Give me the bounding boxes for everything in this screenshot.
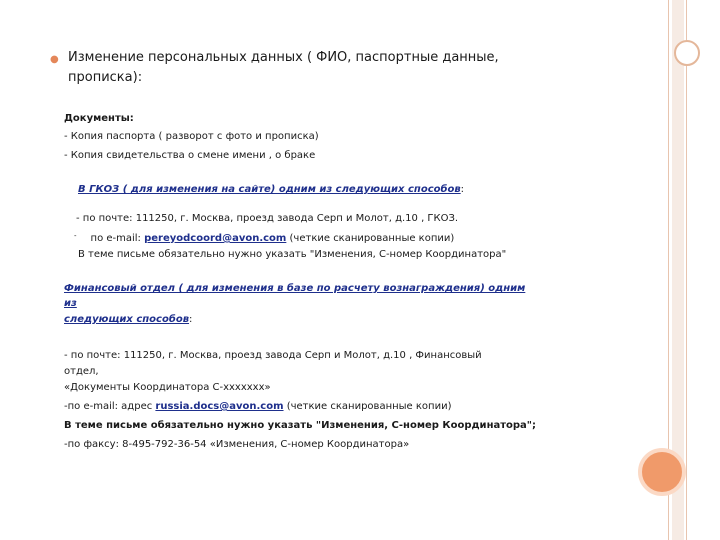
fin-heading-colon: : bbox=[189, 314, 193, 325]
slide-title-line2: прописка): bbox=[68, 70, 143, 85]
doc-item-certificate: - Копия свидетельства о смене имени , о браке bbox=[64, 150, 316, 161]
fin-email-link[interactable]: russia.docs@avon.com bbox=[155, 401, 284, 412]
gkoz-heading bbox=[78, 184, 464, 195]
gkoz-email-link[interactable]: pereyodcoord@avon.com bbox=[144, 233, 287, 244]
fin-heading-line2: из bbox=[64, 298, 77, 309]
fin-email-note: (четкие сканированные копии) bbox=[286, 401, 452, 412]
fin-email-prefix: -по e-mail: адрес bbox=[64, 401, 153, 412]
sub-bullet-icon: - bbox=[74, 232, 77, 240]
fin-letter-note: В теме письме обязательно нужно указать "Изменения, С-номер Координатора"; bbox=[64, 420, 537, 431]
fin-post-line2: отдел, bbox=[64, 366, 99, 377]
gkoz-email-line bbox=[74, 232, 454, 244]
doc-item-passport: - Копия паспорта ( разворот с фото и прописка) bbox=[64, 131, 319, 142]
gkoz-letter-note: В теме письме обязательно нужно указать "Изменения, С-номер Координатора" bbox=[78, 249, 507, 260]
fin-heading-line3: следующих способов bbox=[64, 314, 190, 325]
gkoz-post-address: - по почте: 111250, г. Москва, проезд завода Серп и Молот, д.10 , ГКОЗ. bbox=[76, 213, 459, 224]
fin-heading bbox=[64, 282, 525, 328]
fin-email-line bbox=[64, 401, 451, 412]
gkoz-heading-colon: : bbox=[460, 184, 465, 195]
fin-fax: -по факсу: 8-495-792-36-54 «Изменения, С-номер Координатора» bbox=[64, 439, 410, 450]
gkoz-email-prefix: по e-mail: bbox=[90, 233, 141, 244]
fin-post-line1: - по почте: 111250, г. Москва, проезд завода Серп и Молот, д.10 , Финансовый bbox=[64, 350, 482, 361]
slide-title-line1: Изменение персональных данных ( ФИО, паспортные данные, bbox=[68, 50, 499, 65]
fin-post-line3: «Документы Координатора С-xxxxxxx» bbox=[64, 382, 271, 393]
decor-circle-top bbox=[674, 40, 700, 66]
bullet-icon: ● bbox=[50, 54, 59, 65]
decor-circle-bottom bbox=[638, 448, 686, 496]
gkoz-email-note: (четкие сканированные копии) bbox=[289, 233, 455, 244]
decor-rail-line-right bbox=[686, 0, 687, 540]
docs-label: Документы: bbox=[64, 113, 134, 124]
fin-heading-line1: Финансовый отдел ( для изменения в базе по расчету вознаграждения) одним bbox=[64, 283, 526, 294]
gkoz-heading-text: В ГКОЗ ( для изменения на сайте) одним из следующих способов bbox=[78, 184, 461, 195]
